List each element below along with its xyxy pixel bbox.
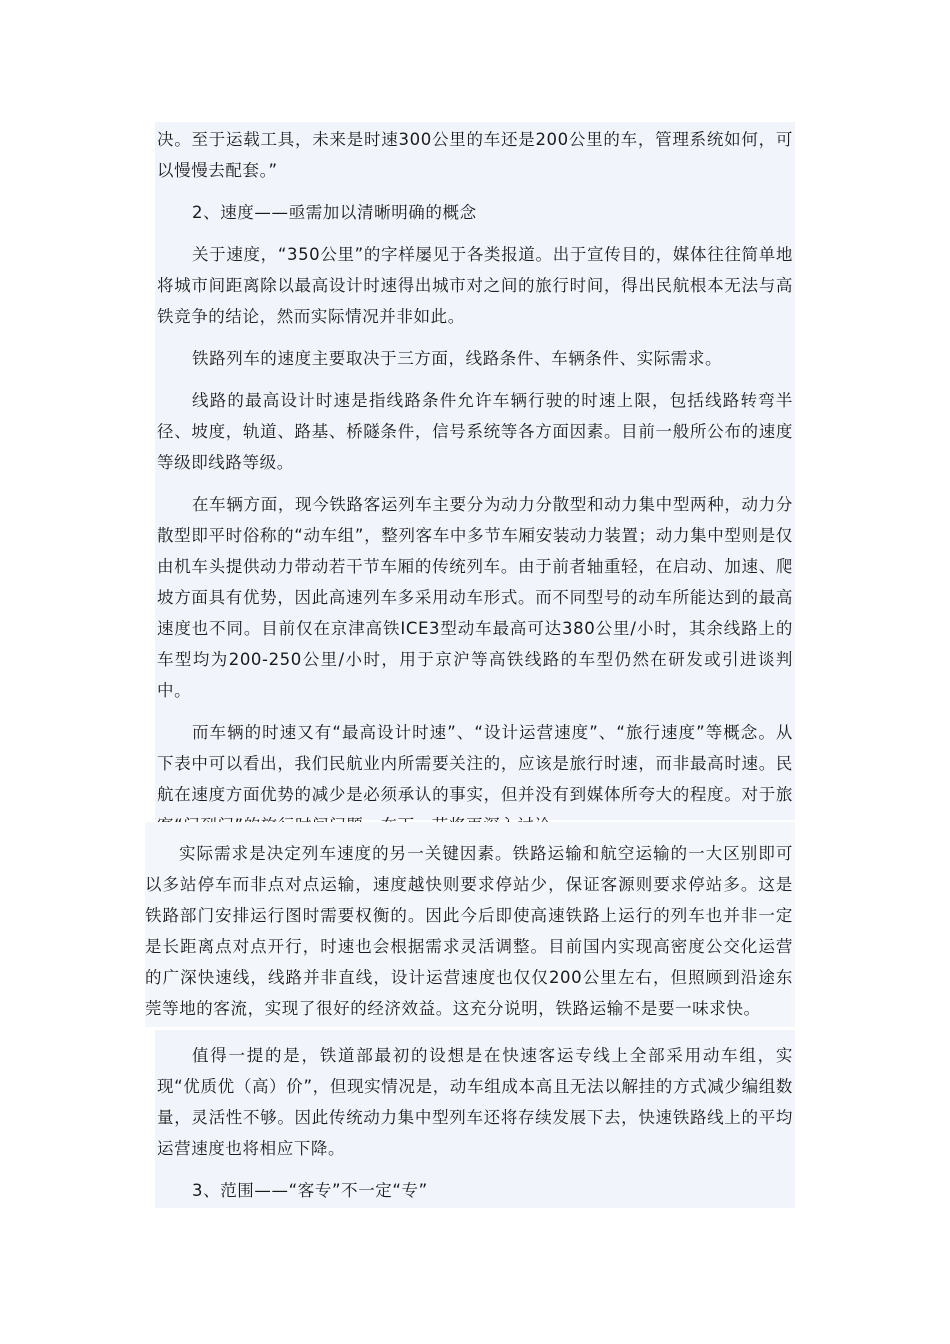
paragraph-speed-factors: 铁路列车的速度主要取决于三方面，线路条件、车辆条件、实际需求。 bbox=[192, 349, 723, 368]
paragraph-speed-reports: 关于速度，“350公里”的字样屡见于各类报道。出于宣传目的，媒体往往简单地将城市间距离除以最高设计时速得出城市对之间的旅行时间，得出民航根本无法与高铁竞争的结论，然而实际情况并非如此。 bbox=[157, 245, 793, 326]
paragraph-continued: 决。至于运载工具，未来是时速300公里的车还是200公里的车，管理系统如何，可以慢慢去配套。” bbox=[157, 130, 793, 180]
paragraph-speed-concepts: 而车辆的时速又有“最高设计时速”、“设计运营速度”、“旅行速度”等概念。从下表中可以看出，我们民航业内所需要关注的，应该是旅行时速，而非最高时速。民航在速度方面优势的减少是必须承认的事实，但并没有到媒体所夸大的程度。对于旅 bbox=[157, 723, 793, 804]
paragraph-emu-plan: 值得一提的是，铁道部最初的设想是在快速客运专线上全部采用动车组，实现“优质优（高）价”，但现实情况是，动车组成本高且无法以解挂的方式减少编组数量，灵活性不够。因此传统动力集中型列车还将存续发展下去，快速铁路线上的平均运营速度也将相应下降。 bbox=[157, 1046, 793, 1158]
section-heading-scope: 3、范围——“客专”不一定“专” bbox=[192, 1181, 428, 1200]
section-heading-speed: 2、速度——亟需加以清晰明确的概念 bbox=[192, 203, 477, 222]
text-block-emu bbox=[155, 1030, 795, 1208]
paragraph-actual-demand: 实际需求是决定列车速度的另一关键因素。铁路运输和航空运输的一大区别即可以多站停车而非点对点运输，速度越快则要求停站少，保证客源则要求停站多。这是铁路部门安排运行图时需要权衡的。因此今后即使高速铁路上运行的列车也并非一定是长距离点对点开行，时速也会根据需求灵活调整。目前国内实现高密度公交化运营的广深快速线，线路并非直线，设计运营速度也仅仅200公里左右，但照顾到沿途东莞等地的客流，实现了很好的经济效益。这充分说明，铁路运输不是要一味求快。 bbox=[145, 844, 793, 1018]
paragraph-line-design-speed: 线路的最高设计时速是指线路条件允许车辆行驶的时速上限，包括线路转弯半径、坡度，轨道、路基、桥隧条件，信号系统等各方面因素。目前一般所公布的速度等级即线路等级。 bbox=[157, 391, 793, 472]
paragraph-vehicle-types: 在车辆方面，现今铁路客运列车主要分为动力分散型和动力集中型两种，动力分散型即平时俗称的“动车组”，整列客车中多节车厢安装动力装置；动力集中型则是仅由机车头提供动力带动若干节车厢的传统列车。由于前者轴重轻，在启动、加速、爬坡方面具有优势，因此高速列车多采用动车形式。而不同型号的动车所能达到的最高速度也不同。目前仅在京津高铁ICE3型动车最高可达380公里/小时，其余线路上的车型均为200-250公里/小时，用于京沪等高铁线路的车型仍然在研发或引进谈判中。 bbox=[157, 495, 793, 700]
text-block-demand bbox=[145, 822, 795, 1027]
text-block-speed bbox=[155, 122, 795, 820]
